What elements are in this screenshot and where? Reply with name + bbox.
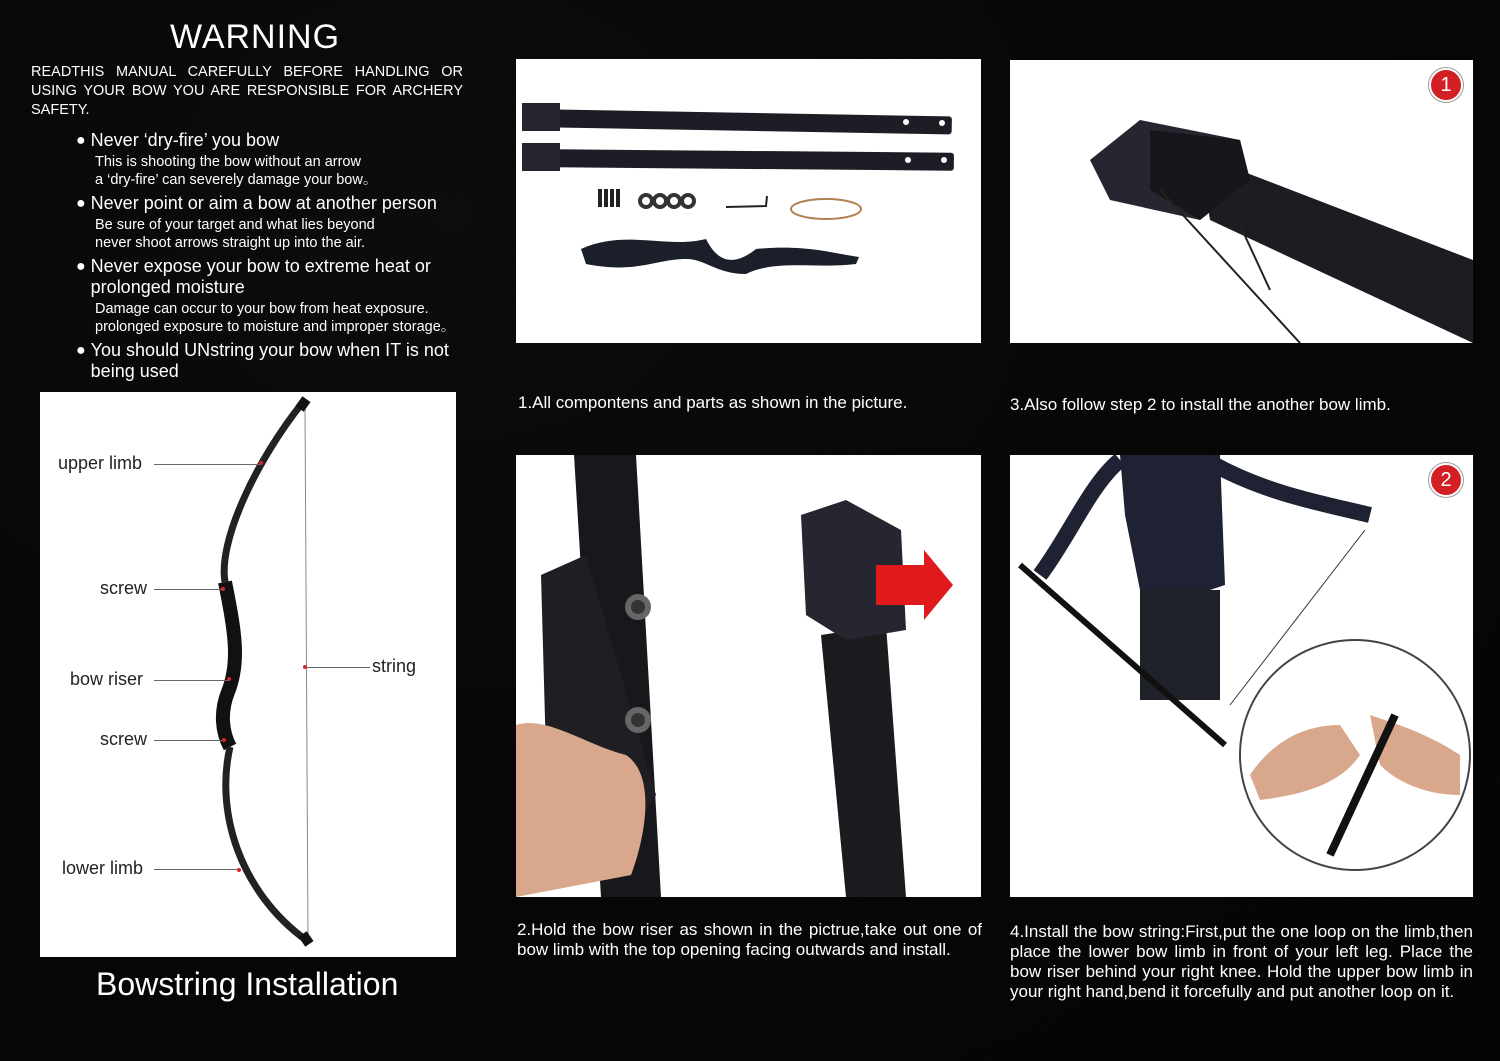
rule-item — [76, 256, 476, 336]
upper-limb-shape — [224, 402, 303, 582]
bullet-icon: ● — [76, 342, 86, 359]
rule-desc-line: a ‘dry-fire’ can severely damage your bow。 — [95, 172, 378, 188]
step3-image — [1010, 60, 1473, 343]
rule-heading: Never expose your bow to extreme heat or prolonged moisture — [90, 256, 431, 297]
step1-image — [516, 59, 981, 343]
warning-title: WARNING — [170, 18, 341, 56]
parts-illustration — [516, 59, 981, 343]
install-limb-illustration — [516, 455, 981, 897]
step3-caption: 3.Also follow step 2 to install the another bow limb. — [1010, 395, 1391, 414]
riser-shape — [223, 582, 235, 747]
step4-caption: 4.Install the bow string:First,put the one loop on the limb,then place the lower bow limb in front of your left leg. Place the bow riser behind your right knee. Hold the upper bow limb in your right hand,bend it forcefully and put another loop on it. — [1010, 922, 1473, 1001]
bowstring-installation-title: Bowstring Installation — [96, 966, 399, 1002]
step2-image — [516, 455, 981, 897]
bullet-icon: ● — [76, 258, 86, 275]
rule-desc-line: Damage can occur to your bow from heat exposure. — [95, 301, 429, 317]
rule-heading: Never ‘dry-fire’ you bow — [90, 130, 280, 150]
label-upper-limb: upper limb — [58, 453, 143, 473]
rule-item — [76, 193, 476, 252]
rule-heading: Never point or aim a bow at another person — [90, 193, 437, 213]
label-screw-top: screw — [100, 578, 148, 598]
label-lower-limb: lower limb — [62, 858, 144, 878]
rule-heading: You should UNstring your bow when IT is not being used — [90, 340, 449, 381]
safety-rules — [76, 130, 476, 386]
bow-diagram-panel — [40, 392, 456, 957]
step2-caption: 2.Hold the bow riser as shown in the pictrue,take out one of bow limb with the top opening facing outwards and install. — [517, 920, 982, 959]
limb-tip-illustration — [1010, 60, 1473, 343]
rule-item — [76, 340, 476, 382]
label-bow-riser: bow riser — [70, 669, 144, 689]
step4-image — [1010, 455, 1473, 897]
bullet-icon: ● — [76, 195, 86, 212]
step-badge-2: 2 — [1429, 463, 1463, 497]
rule-desc-line: This is shooting the bow without an arrow — [95, 154, 361, 170]
warning-intro: READTHIS MANUAL CAREFULLY BEFORE HANDLING OR USING YOUR BOW YOU ARE RESPONSIBLE FOR ARCHERY SAFETY. — [31, 64, 463, 118]
stringing-illustration — [1010, 455, 1473, 897]
rule-desc-line: prolonged exposure to moisture and improper storage。 — [95, 319, 456, 335]
lower-limb-shape — [226, 747, 306, 940]
rule-item — [76, 130, 476, 189]
rule-desc-line: never shoot arrows straight up into the air. — [95, 235, 366, 251]
label-screw-bottom: screw — [100, 729, 148, 749]
step-badge-1: 1 — [1429, 68, 1463, 102]
bullet-icon: ● — [76, 132, 86, 149]
rule-desc-line: Be sure of your target and what lies beyond — [95, 217, 375, 233]
bowstring-line — [305, 406, 308, 939]
step1-caption: 1.All compontens and parts as shown in the picture. — [518, 393, 908, 412]
label-string: string — [372, 656, 417, 676]
